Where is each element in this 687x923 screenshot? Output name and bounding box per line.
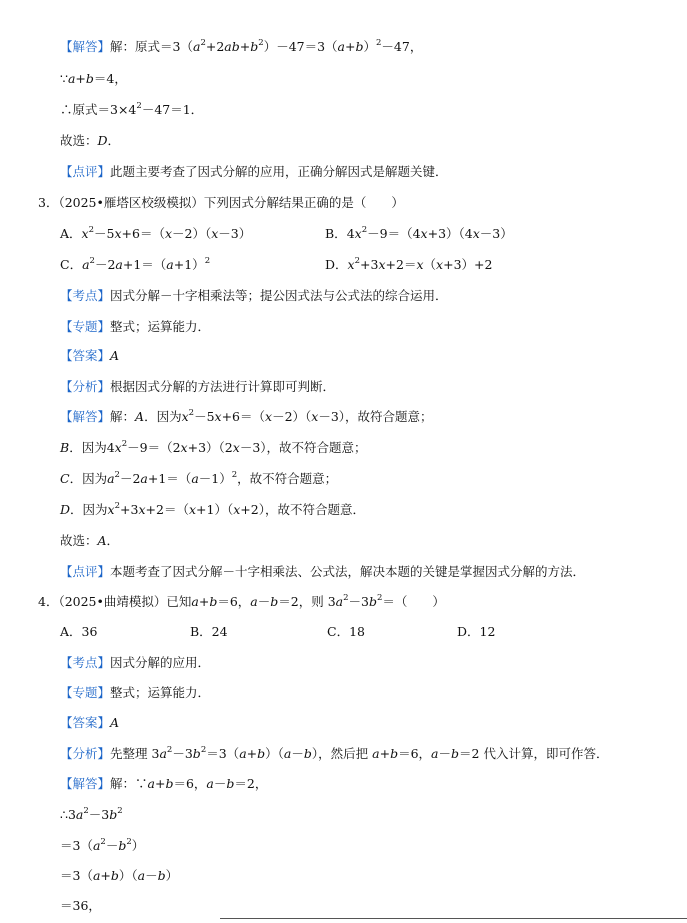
q3-option-c: C．$a^2-2a+1=(a+1)^2$ [60,256,211,272]
q3-analysis: 【分析】根据因式分解的方法进行计算即可判断． [60,379,336,394]
question-4-stem: 4．（2025•曲靖模拟）已知a+b＝6，a－b＝2，则 $3a^2-3b^2=$（ ） [38,593,445,609]
q4-solution-line-4: ＝3（a+b）（a－b） [60,868,179,883]
q3-solution-d: D．因为$x^2+3x+2=(x+1)(x+2)$，故不符合题意． [60,501,365,517]
answer-choice-line: 故选：D． [60,133,121,148]
q3-solution-a: 【解答】解：A．因为$x^2-5x+6=(x-2)(x-3)$，故符合题意； [60,408,433,424]
q3-option-b: B．$4x^2-9=(4x+3)(4x-3)$ [325,225,513,241]
q4-answer: 【答案】A [60,715,120,730]
q4-analysis: 【分析】先整理 $3a^2-3b^2=3(a+b)(a-b)$，然后把 a+b＝6，a－b＝2 代入计算，即可作答． [60,745,609,761]
q3-solution-b: B．因为$4x^2-9=(2x+3)(2x-3)$，故不符合题意； [60,439,367,455]
question-3-stem: 3．（2025•雁塔区校级模拟）下列因式分解结果正确的是（ ） [38,195,404,210]
q4-option-d: D．12 [457,624,496,639]
therefore-line: ∴原式$=3\times 4^2-47=1$． [60,101,204,117]
q4-solution-line-5: ＝36， [60,898,101,913]
q3-comment: 【点评】本题考查了因式分解－十字相乘法、公式法，解决本题的关键是掌握因式分解的方法． [60,564,586,579]
comment-line: 【点评】此题主要考查了因式分解的应用，正确分解因式是解题关键． [60,164,448,179]
q3-solution-c: C．因为$a^2-2a+1=(a-1)^2$，故不符合题意； [60,470,338,486]
q3-choice: 故选：A． [60,533,120,548]
page-bottom-rule [220,918,687,919]
q3-option-d: D．$x^2+3x+2=x(x+3)+2$ [325,256,493,272]
q4-solution-line-1: 【解答】解：∵a+b＝6，a－b＝2， [60,776,268,791]
q3-zhuanti: 【专题】整式；运算能力． [60,319,211,334]
q4-zhuanti: 【专题】整式；运算能力． [60,685,211,700]
solution-line-1: 【解答】解：原式$=3(a^2+2ab+b^2)-47=3(a+b)^2-47$， [60,38,423,54]
tag-jieda: 【解答】 [60,39,111,54]
q4-kaodian: 【考点】因式分解的应用． [60,655,211,670]
q4-solution-line-2: $\therefore 3a^2-3b^2$ [60,806,123,822]
q3-kaodian: 【考点】因式分解－十字相乘法等；提公因式法与公式法的综合运用． [60,288,448,303]
q4-option-b: B．24 [190,624,228,639]
q4-option-c: C．18 [327,624,365,639]
q3-option-a: A．$x^2-5x+6=(x-2)(x-3)$ [60,225,252,241]
tag-dianping: 【点评】 [60,164,111,179]
q4-option-a: A．36 [60,624,98,639]
because-line: ∵a+b＝4， [60,71,127,86]
q4-solution-line-3: $=3(a^2-b^2)$ [60,837,145,853]
q3-answer: 【答案】A [60,348,120,363]
